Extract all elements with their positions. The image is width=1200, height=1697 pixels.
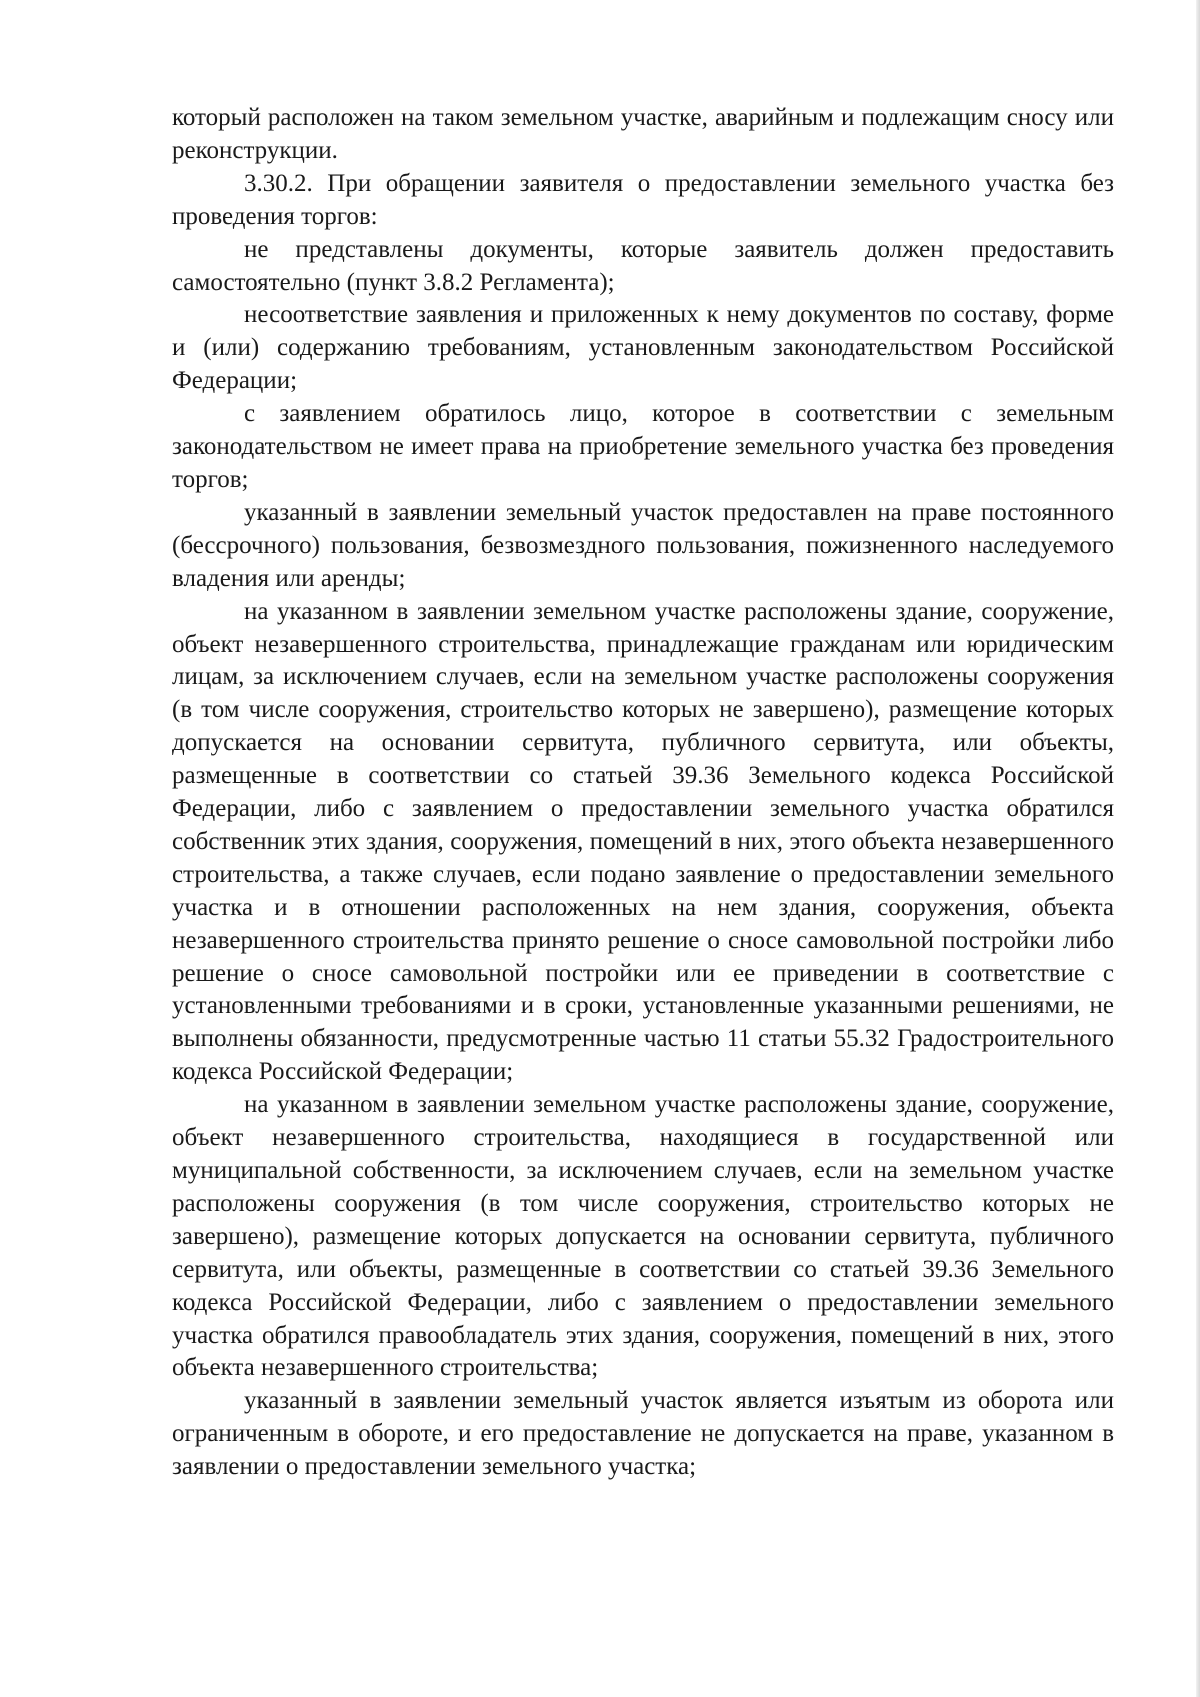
paragraph-withdrawn: указанный в заявлении земельный участок является изъятым из оборота или ограниченным в обороте, и его предоставление не допускается на праве, указанном в заявлении о предоставлении земельного участка; — [172, 1387, 1114, 1481]
document-body — [172, 102, 1114, 1484]
paragraph-buildings-public: на указанном в заявлении земельном участке расположены здание, сооружение, объект незавершенного строительства, находящиеся в государственной или муниципальной собственности, за исключением случаев, если на земельном участке расположены сооружения (в том числе сооружения, строительство которых не завершено), размещение которых допускается на основании сервитута, публичного сервитута, или объекты, размещенные в соответствии со статьей 39.36 Земельного кодекса Российской Федерации, либо с заявлением о предоставлении земельного участка обратился правообладатель этих здания, сооружения, помещений в них, этого объекта незавершенного строительства; — [172, 1091, 1114, 1382]
paragraph-nonconformity: несоответствие заявления и приложенных к нему документов по составу, форме и (или) содержанию требованиям, установленным законодательством Российской Федерации; — [172, 301, 1114, 395]
paragraph-already-granted: указанный в заявлении земельный участок предоставлен на праве постоянного (бессрочного) пользования, безвозмездного пользования, пожизненного наследуемого владения или аренды; — [172, 498, 1114, 592]
paragraph-documents-not-submitted: не представлены документы, которые заявитель должен предоставить самостоятельно (пункт 3.8.2 Регламента); — [172, 235, 1114, 296]
paragraph-buildings-private: на указанном в заявлении земельном участке расположены здание, сооружение, объект незавершенного строительства, принадлежащие гражданам или юридическим лицам, за исключением случаев, если на земельном участке расположены сооружения (в том числе сооружения, строительство которых не завершено), размещение которых допускается на основании сервитута, публичного сервитута, или объекты, размещенные в соответствии со статьей 39.36 Земельного кодекса Российской Федерации, либо с заявлением о предоставлении земельного участка обратился собственник этих здания, сооружения, помещений в них, этого объекта незавершенного строительства, а также случаев, если подано заявление о предоставлении земельного участка и в отношении расположенных на нем здания, сооружения, объекта незавершенного строительства принято решение о сносе самовольной постройки либо решение о сносе самовольной постройки или ее приведении в соответствие с установленными требованиями и в сроки, установленные указанными решениями, не выполнены обязанности, предусмотренные частью 11 статьи 55.32 Градостроительного кодекса Российской Федерации; — [172, 597, 1114, 1086]
page-edge-shadow — [1196, 0, 1200, 1697]
paragraph-no-right: с заявлением обратилось лицо, которое в соответствии с земельным законодательством не имеет права на приобретение земельного участка без проведения торгов; — [172, 400, 1114, 493]
paragraph-continuation: который расположен на таком земельном участке, аварийным и подлежащим сносу или реконструкции. — [172, 104, 1114, 164]
paragraph-3-30-2: 3.30.2. При обращении заявителя о предоставлении земельного участка без проведения торгов: — [172, 169, 1114, 230]
